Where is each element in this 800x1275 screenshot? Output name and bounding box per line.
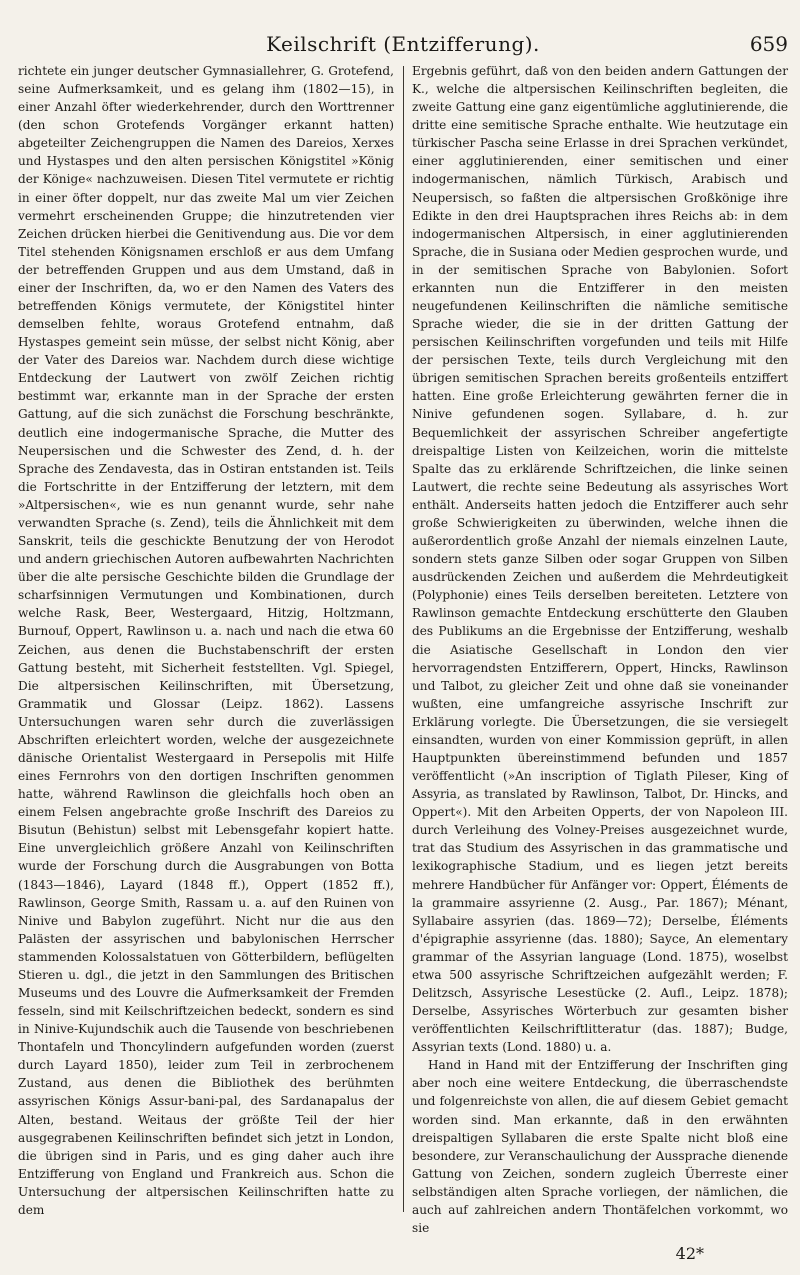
paragraph: richtete ein junger deutscher Gymnasiallehrer, G. Grotefend, seine Aufmerksamkeit, und es gelang ihm (1802—15), in einer Anzahl öfter wiederkehrender, durch den Worttrenner (den schon Grotefends Vorgänger erkannt hatten) abgeteilter Zeichengruppen die Namen des Dareios, Xerxes und Hystaspes und den alten persischen Königstitel »König der Könige« nachzuweisen. Diesen Titel vermutete er richtig in einer öfter doppelt, nur das zweite Mal um vier Zeichen vermehrt erscheinenden Gruppe; die hinzutretenden vier Zeichen drücken hierbei die Genitivendung aus. Die vor dem Titel stehenden Königsnamen erschloß er aus dem Umfang der betreffenden Gruppen und aus dem Umstand, daß in einer der Inschriften, da, wo er den Namen des Vaters des betreffenden Königs vermutete, der Königstitel hinter demselben fehlte, woraus Grotefend entnahm, daß Hystaspes gemeint sein müsse, der selbst nicht König, aber der Vater des Dareios war. Nachdem durch diese wichtige Entdeckung der Lautwert von zwölf Zeichen richtig bestimmt war, erkannte man in der Sprache der ersten Gattung, auf die sich zunächst die Forschung beschränkte, deutlich eine indogermanische Sprache, die Mutter des Neupersischen und die Schwester des Zend, d. h. der Sprache des Zendavesta, das in Ostiran entstanden ist. Teils die Fortschritte in der Entzifferung der letztern, mit dem »Altpersischen«, wie es nun genannt wurde, sehr nahe verwandten Sprache (s. Zend), teils die Ähnlichkeit mit dem Sanskrit, teils die geschickte Benutzung der von Herodot und andern griechischen Autoren aufbewahrten Nachrichten über die alte persische Geschichte bilden die Grundlage der scharfsinnigen Vermutungen und Kombinationen, durch welche Rask, Beer, Westergaard, Hitzig, Holtzmann, Burnouf, Oppert, Rawlinson u. a. nach und nach die etwa 60 Zeichen, aus denen die Buchstabenschrift der ersten Gattung besteht, mit Sicherheit feststellten. Vgl. Spiegel, Die altpersischen Keilinschriften, mit Übersetzung, Grammatik und Glossar (Leipz. 1862). Lassens Untersuchungen waren sehr durch die zuverlässigen Abschriften erleichtert worden, welche der ausgezeichnete dänische Orientalist Westergaard in Persepolis mit Hilfe eines Fernrohrs von den dortigen Inschriften genommen hatte, während Rawlinson die gleichfalls hoch oben an einem Felsen angebrachte große Inschrift des Dareios zu Bisutun (Behistun) selbst mit Lebensgefahr kopiert hatte. Eine unvergleichlich größere Anzahl von Keilinschriften wurde der Forschung durch die Ausgrabungen von Botta (1843—1846), Layard (1848 ff.), Oppert (1852 ff.), Rawlinson, George Smith, Rassam u. a. auf den Ruinen von Ninive und Babylon zugeführt. Nicht nur die aus den Palästen der assyrischen und babylonischen Herrscher stammenden Kolossalstatuen von Götterbildern, beflügelten Stieren u. dgl., die jetzt in den Sammlungen des Britischen Museums und des Louvre die Aufmerksamkeit der Fremden fesseln, sind mit Keilschriftzeichen bedeckt, sondern es sind in Ninive-Kujundschik auch die Tausende von beschriebenen Thontafeln und Thoncylindern aufgefunden worden (zuerst durch Layard 1850), leider zum Teil in zerbrochenem Zustand, aus denen die Bibliothek des berühmten assyrischen Königs Assur-bani-pal, des Sardanapalus der Alten, bestand. Weitaus der größte Teil der hier ausgegrabenen Keilinschriften befindet sich jetzt in London, die übrigen sind in Paris, und es ging daher auch ihre Entzifferung von England und Frankreich aus. Schon die Untersuchung der altpersischen Keilinschriften hatte zu dem <box>18 64 394 1217</box>
paragraph: Ergebnis geführt, daß von den beiden andern Gattungen der K., welche die altpersischen Keilinschriften begleiten, die zweite Gattung eine ganz eigentümliche agglutinierende, die dritte eine semitische Sprache enthalte. Wie heutzutage ein türkischer Pascha seine Erlasse in drei Sprachen verkündet, einer agglutinierenden, einer semitischen und einer indogermanischen, nämlich Türkisch, Arabisch und Neupersisch, so faßten die altpersischen Großkönige ihre Edikte in den drei Hauptsprachen ihres Reichs ab: in dem indogermanischen Altpersisch, in einer agglutinierenden Sprache, die in Susiana oder Medien gesprochen wurde, und in der semitischen Sprache von Babylonien. Sofort erkannten nun die Entzifferer in den meisten neugefundenen Keilinschriften die nämliche semitische Sprache wieder, die sie in der dritten Gattung der persischen Keilinschriften vorgefunden und teils mit Hilfe der persischen Texte, teils durch Vergleichung mit den übrigen semitischen Sprachen bereits großenteils entziffert hatten. Eine große Erleichterung gewährten ferner die in Ninive gefundenen sogen. Syllabare, d. h. zur Bequemlichkeit der assyrischen Schreiber angefertigte dreispaltige Listen von Keilzeichen, worin die mittelste Spalte das zu erklärende Schriftzeichen, die linke seinen Lautwert, die rechte seine Bedeutung als assyrisches Wort enthält. Anderseits hatten jedoch die Entzifferer auch sehr große Schwierigkeiten zu überwinden, welche ihnen die außerordentlich große Anzahl der niemals einzelnen Laute, sondern stets ganze Silben oder sogar Gruppen von Silben ausdrückenden Zeichen und außerdem die Mehrdeutigkeit (Polyphonie) eines Teils derselben bereiteten. Letztere von Rawlinson gemachte Entdeckung erschütterte den Glauben des Publikums an die Ergebnisse der Entzifferung, weshalb die Asiatische Gesellschaft in London den vier hervorragendsten Entzifferern, Oppert, Hincks, Rawlinson und Talbot, zu gleicher Zeit und ohne daß sie voneinander wußten, eine umfangreiche assyrische Inschrift zur Erklärung vorlegte. Die Übersetzungen, die sie versiegelt einsandten, wurden von einer Kommission geprüft, in allen Hauptpunkten übereinstimmend befunden und 1857 veröffentlicht (»An inscription of Tiglath Pileser, King of Assyria, as translated by Rawlinson, Talbot, Dr. Hincks, and Oppert«). Mit den Arbeiten Opperts, der von Napoleon III. durch Verleihung des Volney-Preises ausgezeichnet wurde, trat das Studium des Assyrischen in das grammatische und lexikographische Stadium, und es liegen jetzt bereits mehrere Handbücher für Anfänger vor: Oppert, Éléments de la grammaire assyrienne (2. Ausg., Par. 1867); Ménant, Syllabaire assyrien (das. 1869—72); Derselbe, Éléments d'épigraphie assyrienne (das. 1880); Sayce, An elementary grammar of the Assyrian language (Lond. 1875), woselbst etwa 500 assyrische Schriftzeichen aufgezählt werden; F. Delitzsch, Assyrische Lesestücke (2. Aufl., Leipz. 1878); Derselbe, Assyrisches Wörterbuch zur gesamten bisher veröffentlichten Keilschriftlitteratur (das. 1887); Budge, Assyrian texts (Lond. 1880) u. a. <box>412 64 788 1055</box>
signature-mark: 42* <box>675 1244 704 1263</box>
running-title: Keilschrift (Entzifferung). <box>266 32 540 56</box>
text-columns <box>18 62 788 1252</box>
page-number: 659 <box>749 32 788 56</box>
right-column <box>412 62 788 1237</box>
page-header <box>18 32 788 62</box>
left-column <box>18 62 394 1219</box>
paragraph: Hand in Hand mit der Entzifferung der Inschriften ging aber noch eine weitere Entdeckung, die überraschendste und folgenreichste von allen, die auf diesem Gebiet gemacht worden sind. Man erkannte, daß in den erwähnten dreispaltigen Syllabaren die erste Spalte nicht bloß eine besondere, zur Veranschaulichung der Aussprache dienende Gattung von Zeichen, sondern zugleich Überreste einer selbständigen alten Sprache vorliegen, der nämlichen, die auch auf zahlreichen andern Thontäfelchen vorkommt, wo sie <box>412 1058 788 1235</box>
column-divider <box>403 66 404 1212</box>
